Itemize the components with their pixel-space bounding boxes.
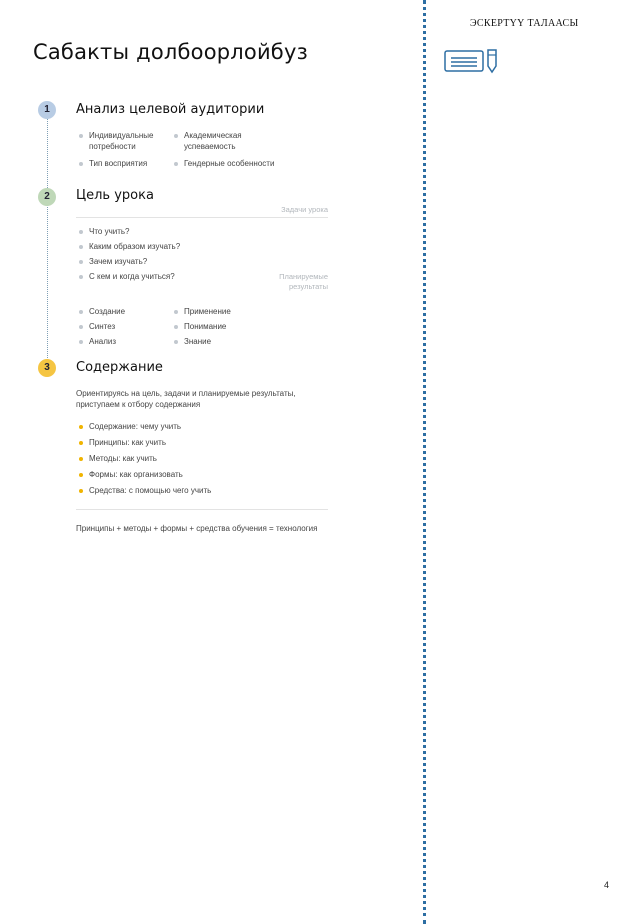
page-title: Сабакты долбоорлойбуз: [33, 40, 308, 64]
step-3-badge: 3: [38, 359, 56, 377]
step-2-badge: 2: [38, 188, 56, 206]
list-item: Понимание: [173, 321, 226, 332]
notes-title: ЭСКЕРТҮҮ ТАЛААСЫ: [470, 18, 579, 29]
list-item: Принципы: как учить: [78, 437, 166, 448]
tasks-label: Задачи урока: [281, 205, 328, 214]
content-divider: [76, 509, 328, 510]
notepad-pen-icon: [444, 48, 500, 74]
list-item: Создание: [78, 306, 125, 317]
lesson-steps: [36, 96, 336, 556]
list-item: Средства: с помощью чего учить: [78, 485, 211, 496]
list-item: Содержание: чему учить: [78, 421, 181, 432]
content-intro: Ориентируясь на цель, задачи и планируемые результаты, приступаем к отбору содержания: [76, 389, 296, 409]
list-item: Что учить?: [78, 226, 130, 237]
step-3-heading: Содержание: [76, 360, 163, 375]
list-item: Применение: [173, 306, 231, 317]
list-item: Гендерные особенности: [173, 158, 274, 169]
step-1-heading: Анализ целевой аудитории: [76, 102, 265, 117]
notes-divider: [423, 0, 426, 924]
list-item: Тип восприятия: [78, 158, 147, 169]
timeline-line: [47, 110, 48, 360]
list-item: Академическая успеваемость: [173, 130, 264, 152]
step-2-heading: Цель урока: [76, 188, 154, 203]
tasks-divider: [76, 217, 328, 218]
list-item: Индивидуальные потребности: [78, 130, 161, 152]
list-item: С кем и когда учиться?: [78, 271, 175, 282]
list-item: Формы: как организовать: [78, 469, 183, 480]
results-label: Планируемые результаты: [279, 272, 328, 291]
page-number: 4: [604, 880, 610, 890]
list-item: Каким образом изучать?: [78, 241, 180, 252]
step-1-badge: 1: [38, 101, 56, 119]
list-item: Методы: как учить: [78, 453, 157, 464]
list-item: Анализ: [78, 336, 116, 347]
content-footer: Принципы + методы + формы + средства обучения = технология: [76, 524, 318, 533]
list-item: Зачем изучать?: [78, 256, 147, 267]
list-item: Синтез: [78, 321, 115, 332]
list-item: Знание: [173, 336, 211, 347]
